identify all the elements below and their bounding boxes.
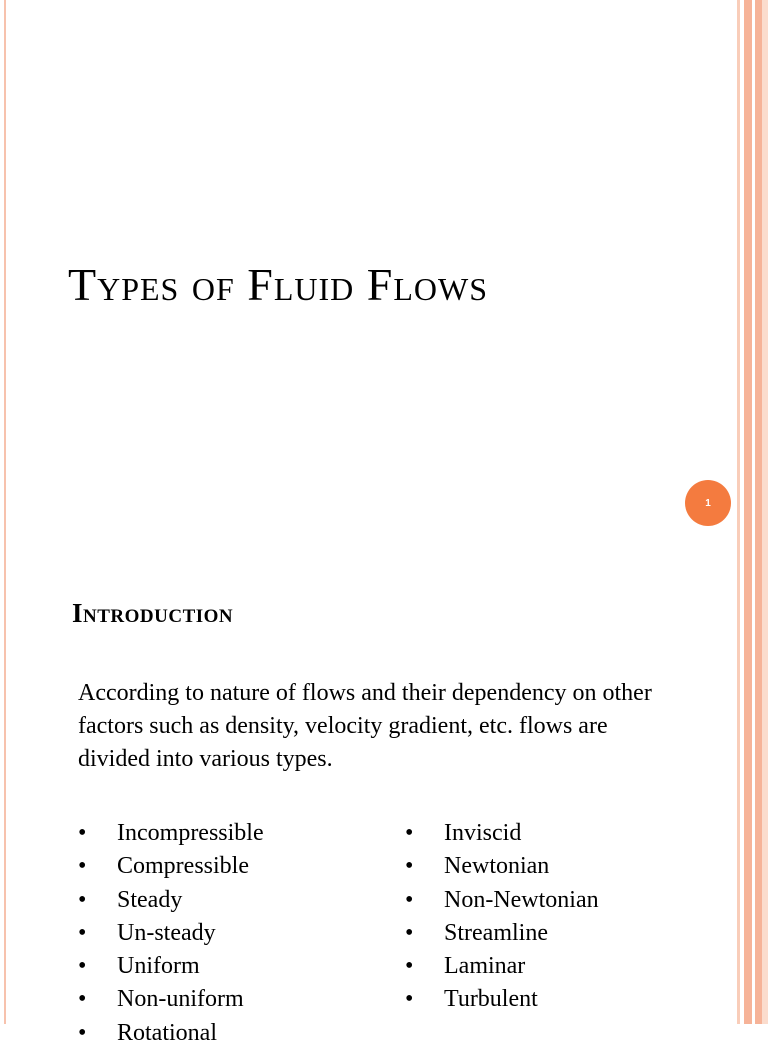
list-item	[78, 817, 264, 850]
bullet-icon: •	[405, 953, 414, 980]
right-border-stripe	[744, 0, 752, 1024]
page-number-badge	[685, 480, 731, 526]
list-item-label: Turbulent	[444, 986, 538, 1013]
page-number: 1	[705, 497, 711, 509]
right-border-stripe	[737, 0, 740, 1024]
list-item-label: Laminar	[444, 953, 526, 980]
list-item-label: Compressible	[117, 853, 249, 880]
bullet-icon: •	[405, 853, 414, 880]
list-item	[78, 850, 264, 883]
right-border-stripe	[755, 0, 762, 1024]
list-item	[405, 950, 599, 983]
list-item	[405, 983, 599, 1016]
bullet-icon: •	[405, 820, 414, 846]
bullet-icon: •	[405, 986, 414, 1013]
list-item-label: Inviscid	[444, 820, 522, 846]
list-item	[78, 983, 264, 1016]
list-item	[405, 884, 599, 917]
bullet-icon: •	[405, 886, 414, 913]
bullet-icon: •	[78, 919, 87, 946]
list-item-label: Rotational	[117, 1019, 217, 1046]
list-item	[405, 817, 599, 850]
section-heading: Introduction	[72, 598, 234, 628]
list-item	[78, 950, 264, 983]
left-border-line	[4, 0, 6, 1024]
bullet-icon: •	[78, 886, 87, 913]
intro-paragraph: According to nature of flows and their dependency on other factors such as density, velocity gradient, etc. flows are divided into various types.	[78, 680, 652, 772]
list-item-label: Non-uniform	[117, 986, 244, 1013]
list-item	[405, 917, 599, 950]
list-item-label: Newtonian	[444, 853, 550, 880]
list-item-label: Non-Newtonian	[444, 886, 599, 913]
bullet-icon: •	[78, 853, 87, 880]
flow-types-list-right	[405, 817, 599, 1017]
list-item-label: Uniform	[117, 953, 200, 980]
bullet-icon: •	[405, 919, 414, 946]
list-item-label: Streamline	[444, 919, 548, 946]
bullet-icon: •	[78, 1019, 87, 1046]
list-item-label: Steady	[117, 886, 183, 913]
bullet-icon: •	[78, 986, 87, 1013]
bullet-icon: •	[78, 820, 87, 846]
list-item	[78, 1017, 264, 1050]
list-item	[405, 850, 599, 883]
slide-title: Types of Fluid Flows	[68, 259, 488, 310]
bullet-icon: •	[78, 953, 87, 980]
list-item	[78, 884, 264, 917]
list-item	[78, 917, 264, 950]
list-item-label: Incompressible	[117, 820, 264, 846]
flow-types-list-left	[78, 817, 264, 1050]
list-item-label: Un-steady	[117, 919, 216, 946]
right-border-stripe	[762, 0, 768, 1024]
